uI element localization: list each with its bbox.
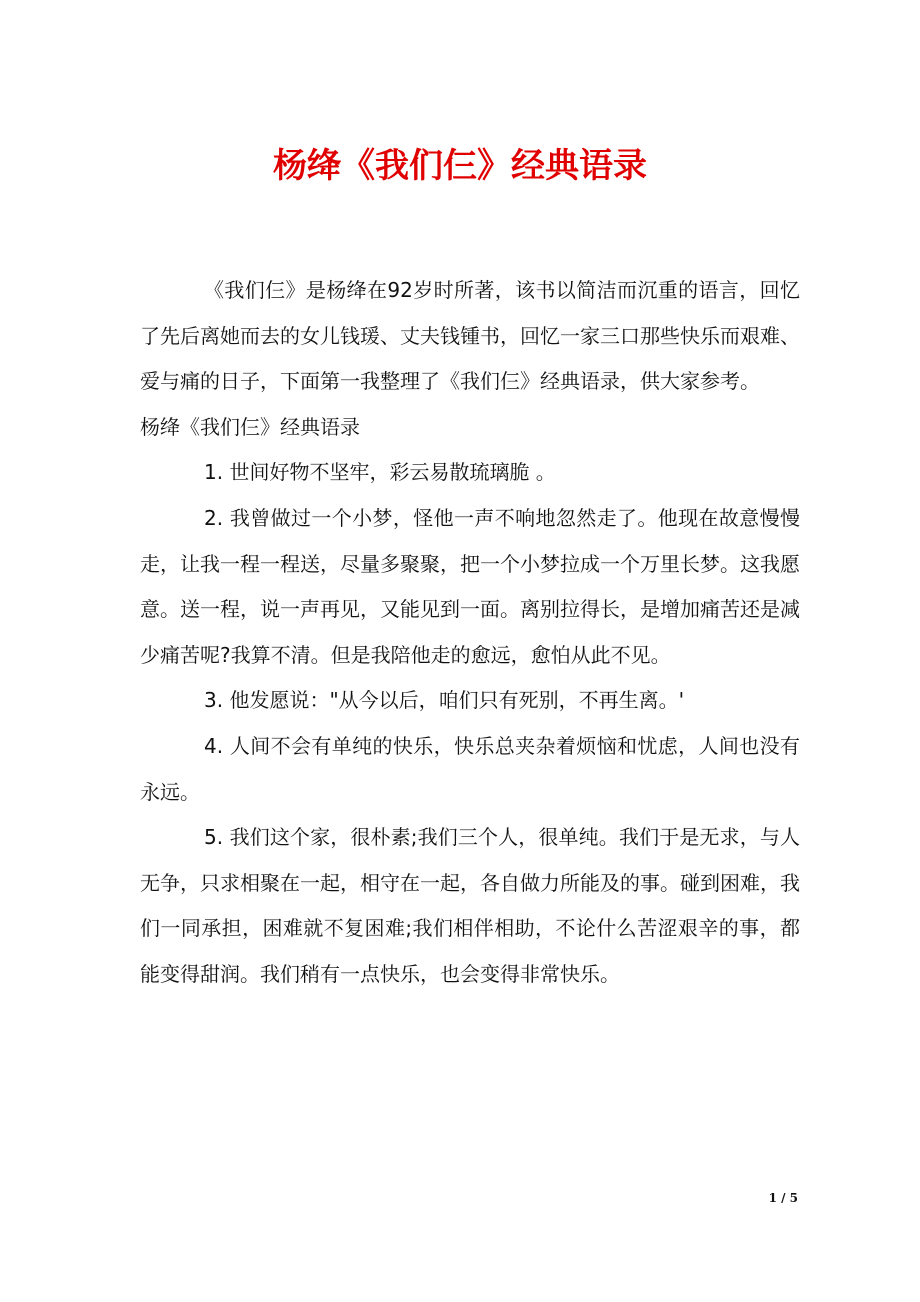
quote-2: 2. 我曾做过一个小梦，怪他一声不响地忽然走了。他现在故意慢慢走，让我一程一程送，尽量多聚聚，把一个小梦拉成一个万里长梦。这我愿意。送一程，说一声再见，又能见到一面。离别拉得长，是增加痛苦还是减少痛苦呢?我算不清。但是我陪他走的愈远，愈怕从此不见。 (140, 505, 800, 667)
page-title: 杨绛《我们仨》经典语录 (273, 146, 647, 186)
quote-3: 3. 他发愿说："从今以后，咱们只有死别，不再生离。' (204, 688, 685, 713)
quote-5: 5. 我们这个家，很朴素;我们三个人，很单纯。我们于是无求，与人无争，只求相聚在一起，相守在一起，各自做力所能及的事。碰到困难，我们一同承担，困难就不复困难;我们相伴相助，不论什么苦涩艰辛的事，都能变得甜润。我们稍有一点快乐，也会变得非常快乐。 (140, 825, 800, 986)
document-body (140, 268, 800, 998)
quote-1: 1. 世间好物不坚牢，彩云易散琉璃脆 。 (204, 460, 556, 485)
page-number: 1 / 5 (768, 1191, 798, 1205)
quote-4: 4. 人间不会有单纯的快乐，快乐总夹杂着烦恼和忧虑，人间也没有永远。 (140, 733, 800, 804)
intro-paragraph: 《我们仨》是杨绛在92岁时所著，该书以简洁而沉重的语言，回忆了先后离她而去的女儿钱瑗、丈夫钱锺书，回忆一家三口那些快乐而艰难、爱与痛的日子，下面第一我整理了《我们仨》经典语录，供大家参考。 (140, 278, 800, 394)
section-heading: 杨绛《我们仨》经典语录 (140, 414, 360, 439)
